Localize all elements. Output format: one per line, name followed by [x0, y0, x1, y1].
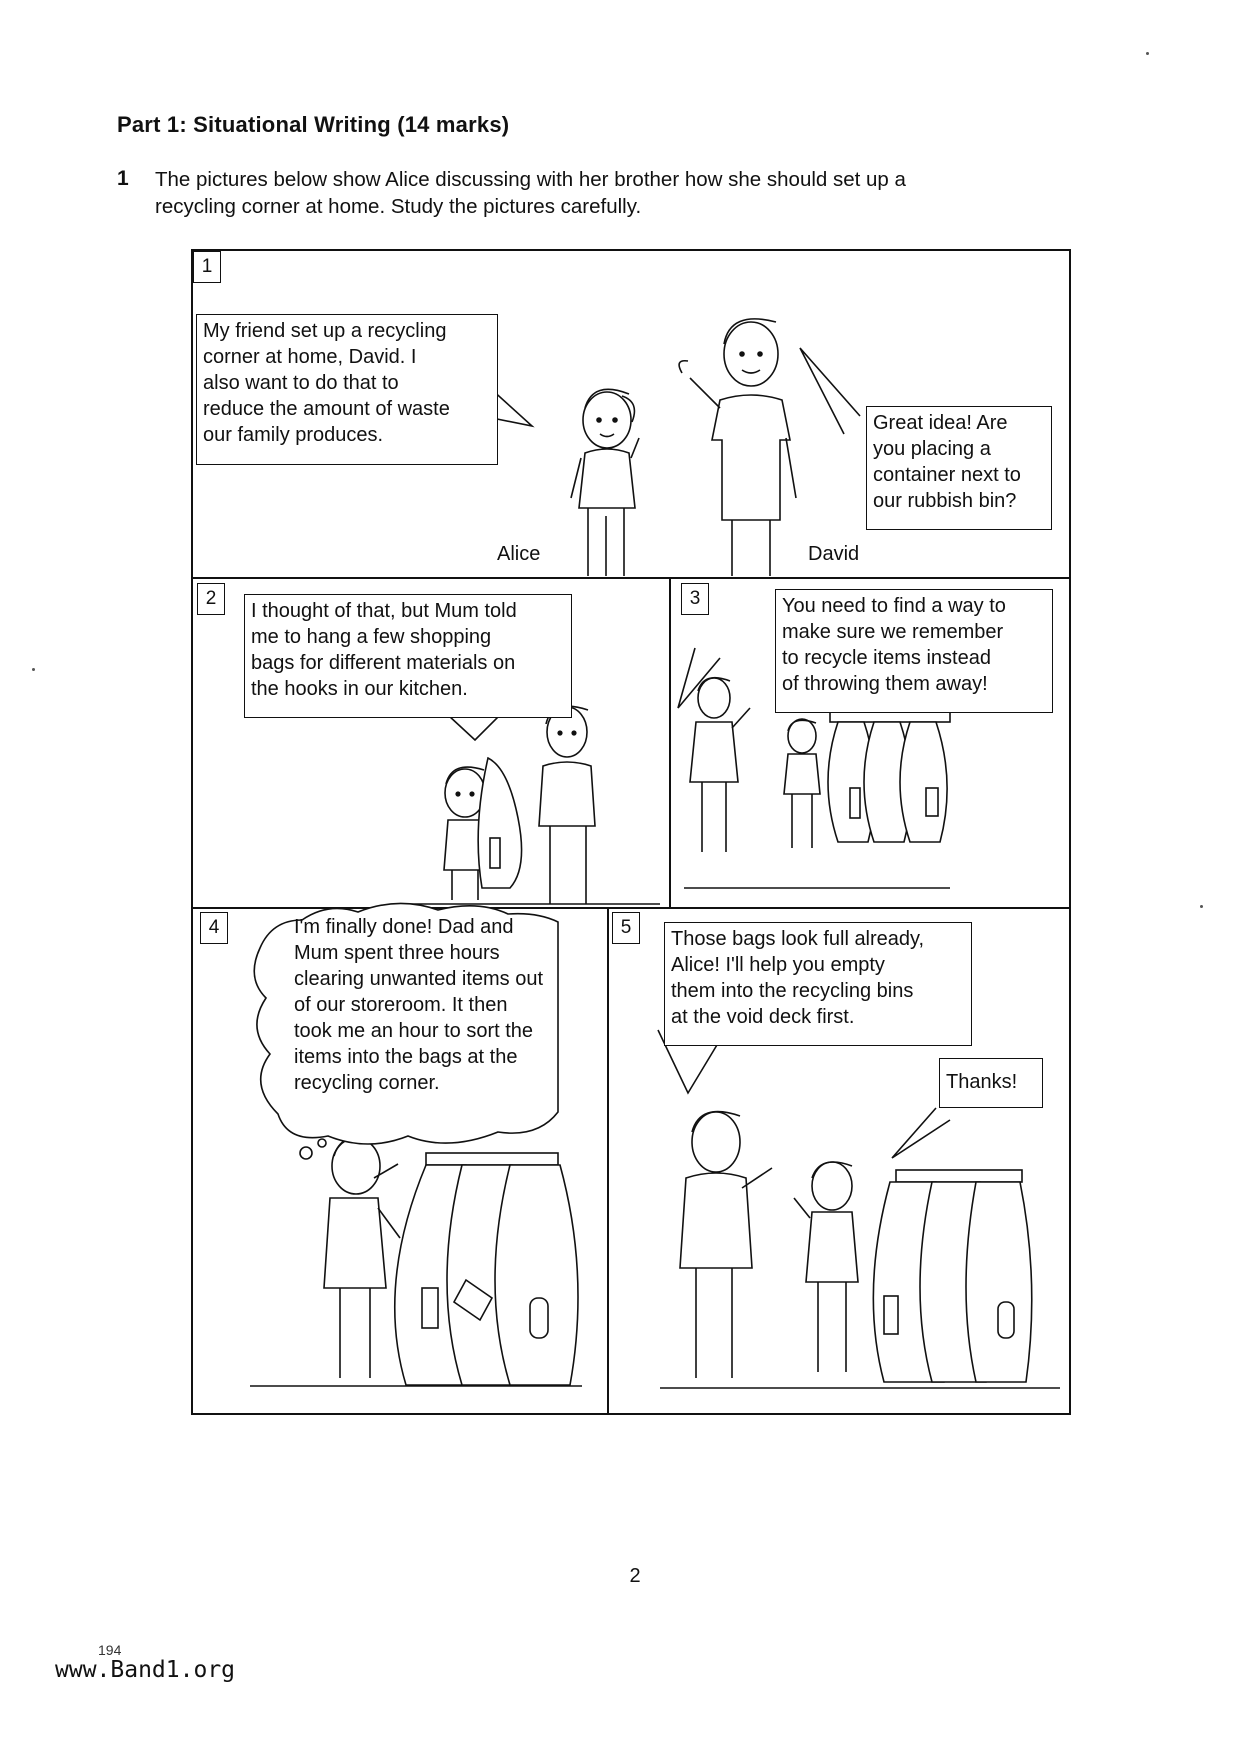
bubble-line: Alice! I'll help you empty — [671, 954, 885, 976]
scan-speck — [1146, 52, 1149, 55]
panel-number: 4 — [200, 912, 228, 944]
speech-bubble-alice — [196, 314, 498, 465]
scan-speck — [32, 668, 35, 671]
speech-bubble-david — [775, 589, 1053, 713]
panel-number: 3 — [681, 583, 709, 615]
bubble-line: You need to find a way to — [782, 595, 1006, 617]
bubble-line: the hooks in our kitchen. — [251, 678, 468, 700]
panel-4-figures — [250, 1137, 582, 1386]
bubble-line: at the void deck first. — [671, 1006, 855, 1028]
bubble-line: them into the recycling bins — [671, 980, 914, 1002]
character-name-alice: Alice — [497, 543, 541, 565]
speech-bubble-alice — [244, 594, 572, 718]
character-name-david: David — [808, 543, 860, 565]
question-line: recycling corner at home. Study the pictures carefully. — [155, 195, 642, 218]
bubble-line: items into the bags at the — [294, 1046, 518, 1068]
bubble-line: clearing unwanted items out — [294, 968, 544, 990]
bubble-line: Thanks! — [946, 1071, 1018, 1093]
footer-page-mark: 194 — [98, 1642, 122, 1658]
speech-bubble-alice-thanks — [939, 1058, 1043, 1108]
panel-number: 1 — [193, 251, 221, 283]
bubble-line: Those bags look full already, — [671, 928, 925, 950]
scan-speck — [1200, 905, 1203, 908]
bubble-line: corner at home, David. I — [203, 346, 417, 368]
bubble-line: My friend set up a recycling — [203, 320, 447, 342]
bubble-line: of our storeroom. It then — [294, 994, 508, 1016]
bubble-line: container next to — [873, 464, 1021, 486]
speech-bubble-david — [866, 406, 1052, 530]
bubble-line: me to hang a few shopping — [251, 626, 492, 648]
bubble-line: I thought of that, but Mum told — [251, 600, 517, 622]
section-heading: Part 1: Situational Writing (14 marks) — [117, 112, 510, 137]
footer-website: www.Band1.org — [55, 1657, 236, 1683]
bubble-line: our family produces. — [203, 424, 384, 446]
bubble-line: reduce the amount of waste — [203, 398, 450, 420]
panel-5-figures — [660, 1112, 1060, 1388]
panel-2-figures — [400, 706, 660, 904]
bubble-line: of throwing them away! — [782, 673, 988, 695]
bubble-line: you placing a — [873, 438, 991, 460]
bubble-line: recycling corner. — [294, 1072, 440, 1094]
thought-text-alice — [294, 914, 594, 1096]
question-line: The pictures below show Alice discussing with her brother how she should set up a — [155, 168, 906, 191]
panel-number: 5 — [612, 912, 640, 944]
page-number: 2 — [629, 1565, 641, 1587]
bubble-line: make sure we remember — [782, 621, 1004, 643]
speech-bubble-david — [664, 922, 972, 1046]
bubble-line: took me an hour to sort the — [294, 1020, 534, 1042]
bubble-line: to recycle items instead — [782, 647, 991, 669]
bubble-line: I'm finally done! Dad and — [294, 916, 514, 938]
bubble-line: Mum spent three hours — [294, 942, 500, 964]
question-number: 1 — [117, 167, 129, 190]
question-text — [155, 166, 1055, 220]
bubble-line: our rubbish bin? — [873, 490, 1017, 512]
bubble-line: also want to do that to — [203, 372, 399, 394]
panel-1-figures — [571, 319, 796, 576]
bubble-line: Great idea! Are — [873, 412, 1008, 434]
bubble-line: bags for different materials on — [251, 652, 516, 674]
panel-number: 2 — [197, 583, 225, 615]
